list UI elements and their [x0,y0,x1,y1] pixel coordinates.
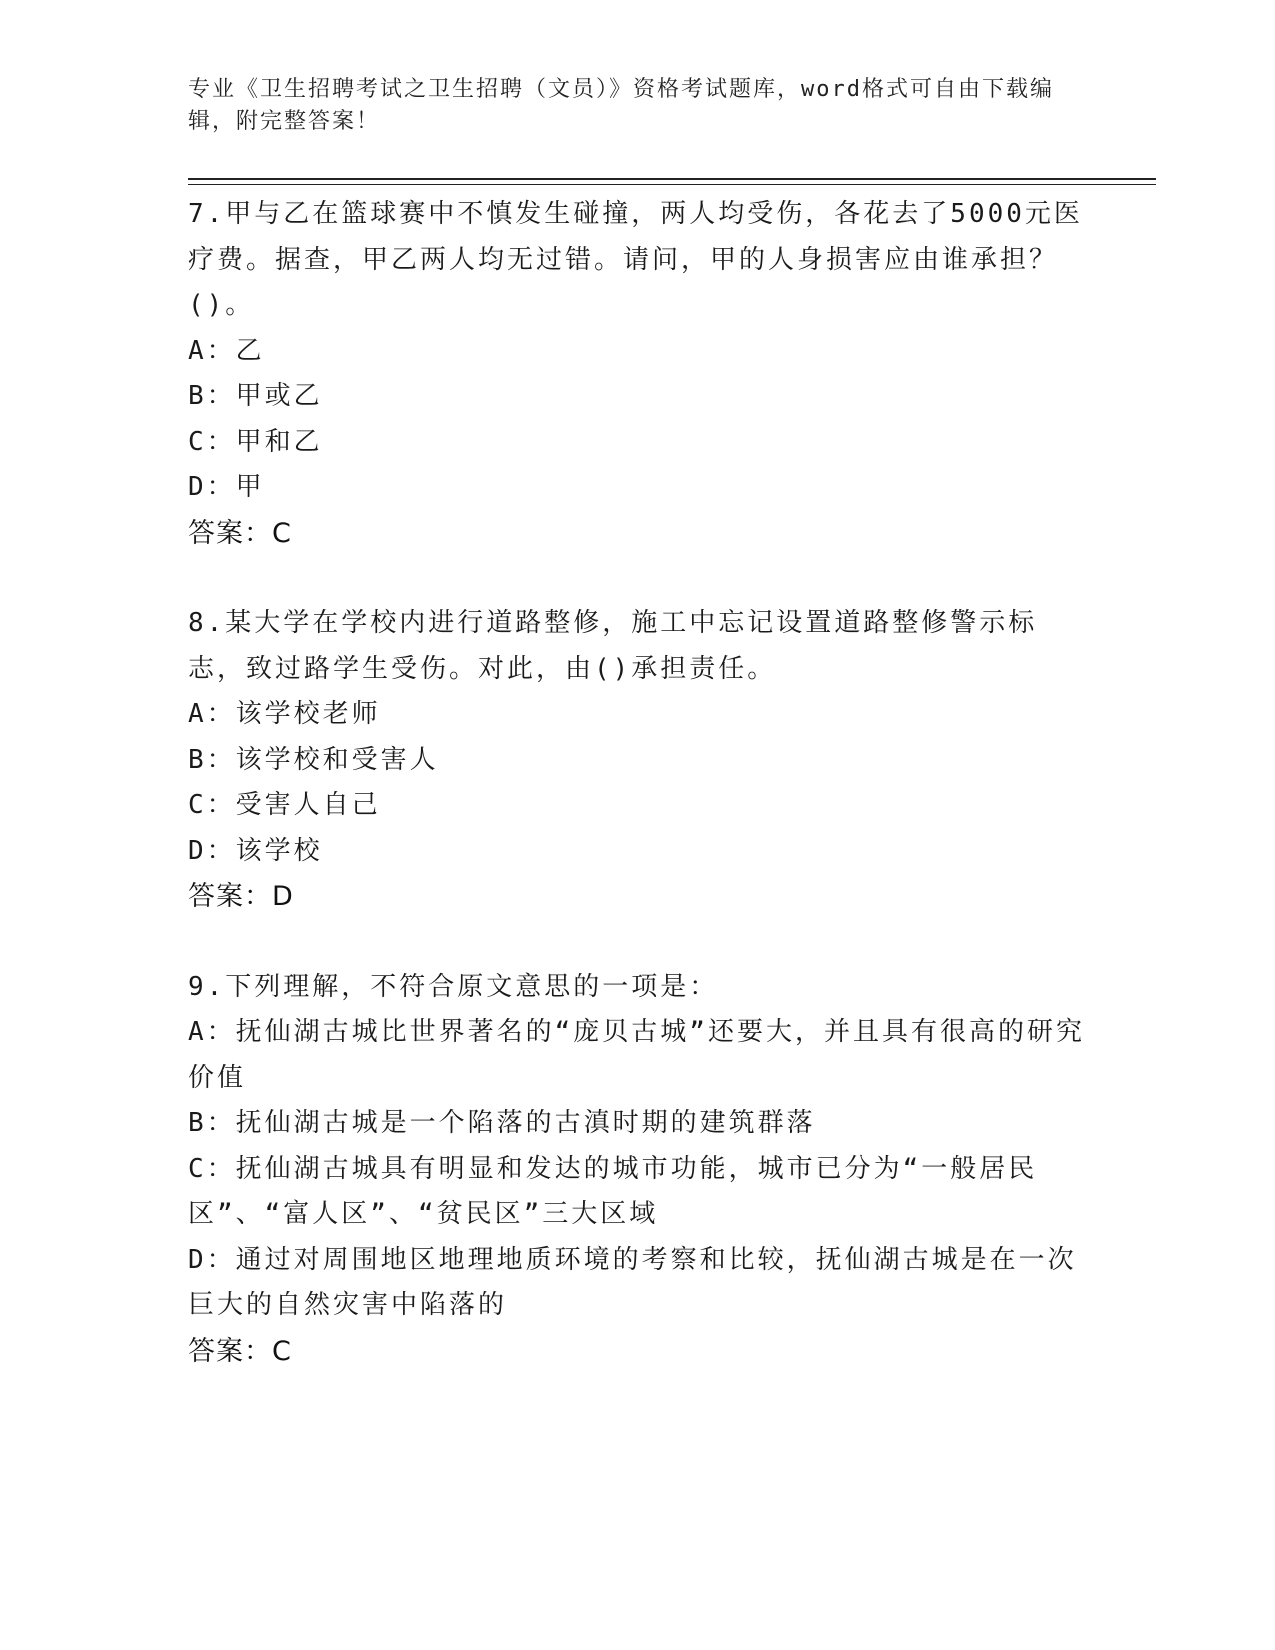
document-header: 专业《卫生招聘考试之卫生招聘（文员）》资格考试题库，word格式可自由下载编辑，附完整答案！ [188,77,1054,134]
answer-line: 答案：C [188,517,292,549]
question-stem: 9.下列理解，不符合原文意思的一项是： [188,971,719,1002]
option-b: B：抚仙湖古城是一个陷落的古滇时期的建筑群落 [188,1108,816,1138]
question-spacer [188,920,1088,965]
question-list [188,192,1088,1374]
answer-line: 答案：D [188,881,294,912]
question-stem: 7.甲与乙在篮球赛中不慎发生碰撞，两人均受伤，各花去了5000元医疗费。据查，甲乙两人均无过错。请问，甲的人身损害应由谁承担？()。 [188,199,1083,320]
option-a: A：乙 [188,335,265,366]
header-divider-thin [188,184,1156,185]
option-b: B：甲或乙 [188,381,323,411]
option-d: D：该学校 [188,835,323,866]
option-b: B：该学校和受害人 [188,744,439,775]
option-a: A：该学校老师 [188,699,381,729]
option-d: D：甲 [188,472,265,502]
question-7 [188,192,1088,556]
option-a: A：抚仙湖古城比世界著名的“庞贝古城”还要大，并且具有很高的研究价值 [188,1017,1085,1093]
question-8 [188,601,1088,920]
question-9 [188,965,1088,1375]
answer-line: 答案：C [188,1335,292,1367]
option-c: C：抚仙湖古城具有明显和发达的城市功能，城市已分为“一般居民区”、“富人区”、“贫民区”三大区域 [188,1153,1038,1229]
question-spacer [188,556,1088,601]
header-divider-thick [188,178,1156,180]
option-d: D：通过对周围地区地理地质环境的考察和比较，抚仙湖古城是在一次巨大的自然灾害中陷落的 [188,1244,1077,1320]
option-c: C：受害人自己 [188,790,381,820]
option-c: C：甲和乙 [188,426,323,457]
question-stem: 8.某大学在学校内进行道路整修，施工中忘记设置道路整修警示标志，致过路学生受伤。对此，由()承担责任。 [188,608,1038,684]
